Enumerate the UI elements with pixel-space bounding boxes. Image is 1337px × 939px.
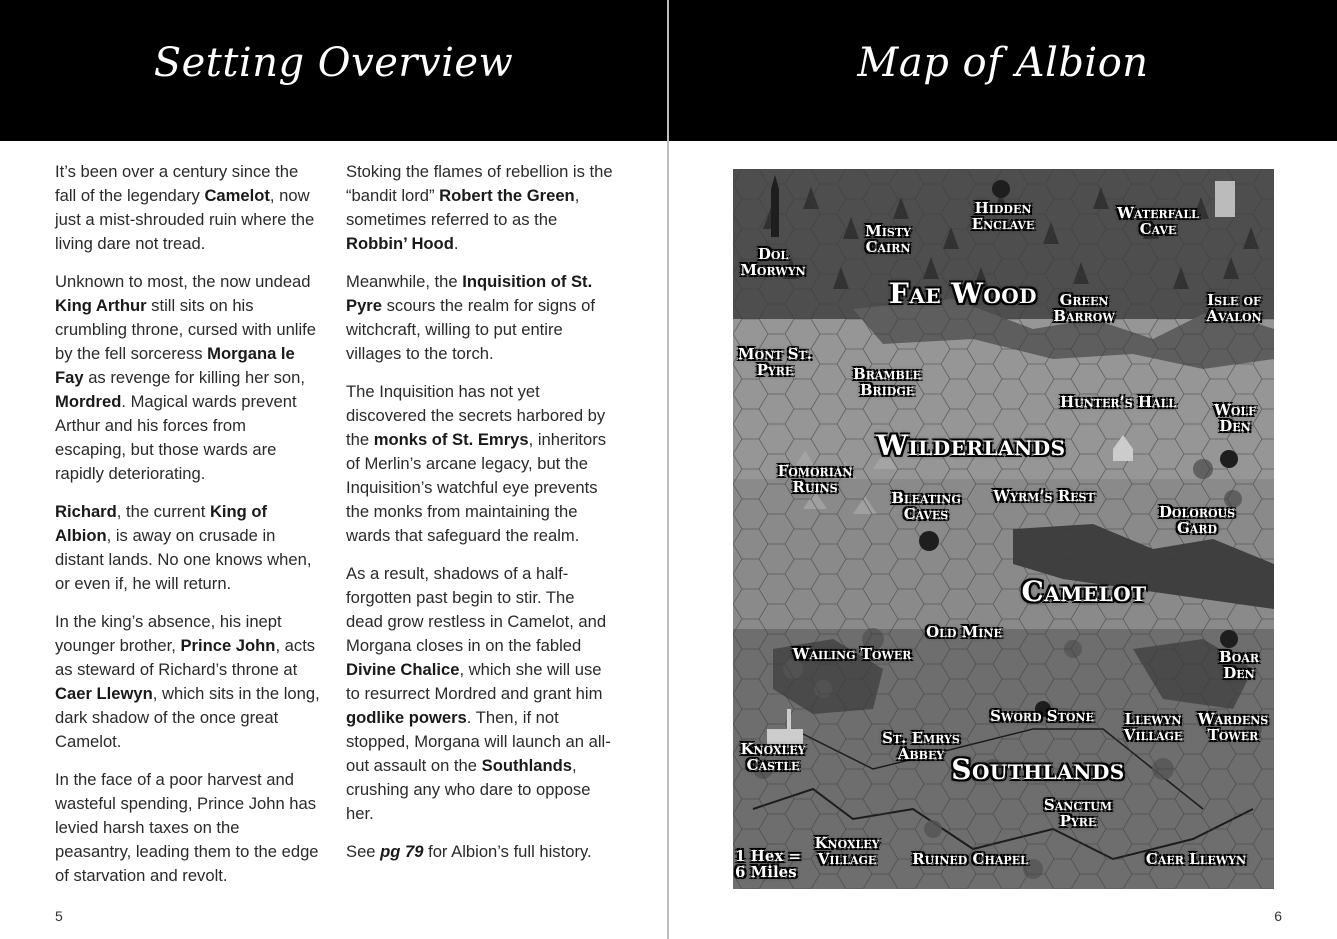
paragraph (55, 270, 320, 486)
text-run: , is away on crusade in distant lands. No one knows when, or even if, he will return. (55, 526, 312, 593)
paragraph (55, 500, 320, 596)
map-label-knoxley-village: Knoxley Village (814, 834, 880, 868)
map-label-hidden-enclave: Hidden Enclave (971, 199, 1035, 233)
bold-term: Robert the Green (439, 186, 575, 205)
paragraph (346, 160, 614, 256)
text-run: Unknown to most, the now undead (55, 272, 311, 291)
text-column-2 (346, 160, 614, 878)
map-label-llewyn-village: Llewyn Village (1123, 710, 1183, 744)
map-label-knoxley-castle: Knoxley Castle (740, 740, 806, 774)
paragraph (55, 768, 320, 888)
title-banner (669, 0, 1337, 141)
bold-term: Morgana le Fay (55, 344, 295, 387)
map-label-wailing-tower: Wailing Tower (792, 645, 912, 663)
bold-term: Camelot (204, 186, 270, 205)
map-label-sanctum-pyre: Sanctum Pyre (1043, 796, 1113, 830)
map-label-mont-st-pyre: Mont St. Pyre (738, 345, 812, 379)
map-label-misty-cairn: Misty Cairn (865, 222, 911, 256)
map-label-hunters-hall: Hunter’s Hall (1059, 393, 1177, 411)
map-label-old-mine: Old Mine (926, 623, 1002, 641)
map-scale: 1 Hex = 6 Miles (735, 847, 802, 881)
text-run: As a result, shadows of a half-forgotten past begin to stir. The dead grow restless in Camelot, and Morgana closes in on the fabled (346, 564, 607, 655)
text-run: , acts as steward of Richard’s throne at (55, 636, 316, 679)
text-run: . Magical wards prevent Arthur and his forces from escaping, but those wards are rapidly deteriorating. (55, 392, 297, 483)
map-label-bramble-bridge: Bramble Bridge (853, 365, 921, 399)
text-run: In the face of a poor harvest and wasteful spending, Prince John has levied harsh taxes on the peasantry, leading them to the edge of starvation and revolt. (55, 770, 319, 885)
right-page (669, 0, 1337, 939)
bold-term: Caer Llewyn (55, 684, 153, 703)
page-number: 6 (1274, 908, 1282, 924)
region-label-fae-wood: Fae Wood (888, 277, 1038, 310)
left-page (0, 0, 667, 939)
text-run: The Inquisition has not yet discovered the secrets harbored by the (346, 382, 606, 449)
paragraph (55, 610, 320, 754)
text-run: See (346, 842, 381, 861)
text-run: for Albion’s full history. (423, 842, 592, 861)
map-label-boar-den: Boar Den (1219, 648, 1259, 682)
text-run: , inheritors of Merlin’s arcane legacy, but the Inquisition’s watchful eye prevents the monks from maintaining the wards that safeguard the realm. (346, 430, 607, 545)
map-label-wolf-den: Wolf Den (1214, 401, 1256, 435)
text-run: , the current (116, 502, 210, 521)
bold-term: Robbin’ Hood (346, 234, 454, 253)
map-label-st-emrys-abbey: St. Emrys Abbey (882, 729, 960, 763)
text-run: Meanwhile, the (346, 272, 463, 291)
map-label-fomorian-ruins: Fomorian Ruins (777, 462, 853, 496)
map-label-sword-stone: Sword Stone (990, 707, 1094, 725)
region-label-wilderlands: Wilderlands (876, 429, 1066, 462)
map-label-ruined-chapel: Ruined Chapel (912, 850, 1028, 868)
text-run: scours the realm for signs of witchcraft, willing to put entire villages to the torch. (346, 296, 596, 363)
region-label-southlands: Southlands (951, 753, 1125, 786)
map-label-isle-of-avalon: Isle of Avalon (1206, 291, 1262, 325)
page-title: Setting Overview (153, 40, 514, 86)
map-label-wyrms-rest: Wyrm’s Rest (993, 487, 1095, 505)
text-run: , now just a mist-shrouded ruin where the living dare not tread. (55, 186, 315, 253)
text-run: as revenge for killing her son, (83, 368, 305, 387)
paragraph (346, 840, 614, 864)
bold-term: Mordred (55, 392, 122, 411)
albion-map (733, 169, 1274, 889)
text-column-1 (55, 160, 320, 902)
text-run: , sometimes referred to as the (346, 186, 580, 229)
region-label-camelot: Camelot (1021, 575, 1147, 608)
text-run: , which she will use to resurrect Mordred and grant him (346, 660, 603, 703)
text-run: . Then, if not stopped, Morgana will launch an all-out assault on the (346, 708, 611, 775)
page-number: 5 (55, 908, 63, 924)
paragraph (55, 160, 320, 256)
bold-term: King Arthur (55, 296, 147, 315)
map-label-wardens-tower: Wardens Tower (1197, 710, 1269, 744)
text-run: It’s been over a century since the fall of the legendary (55, 162, 299, 205)
bold-term: monks of St. Emrys (373, 430, 529, 449)
map-label-bleating-caves: Bleating Caves (891, 489, 961, 523)
map-label-dolorous-gard: Dolorous Gard (1158, 503, 1236, 537)
bold-term: Richard (55, 502, 117, 521)
paragraph (346, 380, 614, 548)
page-title: Map of Albion (857, 40, 1149, 86)
map-label-green-barrow: Green Barrow (1053, 291, 1115, 325)
text-run: In the king’s absence, his inept younger brother, (55, 612, 282, 655)
map-label-caer-llewyn: Caer Llewyn (1145, 850, 1247, 868)
paragraph (346, 562, 614, 826)
text-run: . (453, 234, 459, 253)
text-run: still sits on his crumbling throne, cursed with unlife by the fell sorceress (55, 296, 317, 363)
bold-term: godlike powers (346, 708, 467, 727)
bold-term: Inquisition of St. Pyre (346, 272, 593, 315)
bold-term: pg 79 (380, 842, 424, 861)
title-banner (0, 0, 667, 141)
bold-term: Southlands (481, 756, 572, 775)
bold-term: King of Albion (55, 502, 268, 545)
map-label-dol-morwyn: Dol Morwyn (740, 245, 806, 279)
text-run: , which sits in the long, dark shadow of the once great Camelot. (55, 684, 320, 751)
map-label-waterfall-cave: Waterfall Cave (1117, 204, 1199, 238)
paragraph (346, 270, 614, 366)
text-run: , crushing any who dare to oppose her. (346, 756, 591, 823)
text-run: Stoking the flames of rebellion is the “bandit lord” (346, 162, 613, 205)
bold-term: Prince John (180, 636, 276, 655)
bold-term: Divine Chalice (346, 660, 460, 679)
